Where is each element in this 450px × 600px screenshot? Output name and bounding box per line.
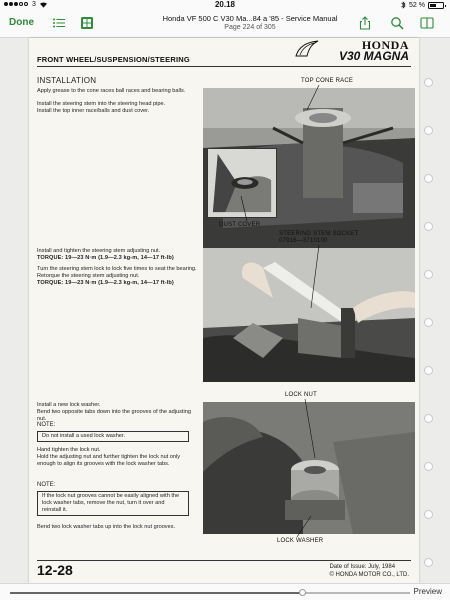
binder-ring: [424, 78, 433, 87]
paragraph: Install and tighten the steering stem adjusting nut.: [37, 248, 161, 254]
callout-lock-washer: LOCK WASHER: [277, 538, 324, 544]
paragraph: Install a new lock washer.: [37, 402, 101, 408]
torque-spec: TORQUE: 19—23 N·m (1.9—2.3 kg-m, 14—17 ft-lb): [37, 255, 174, 261]
thumbnails-icon[interactable]: [80, 16, 94, 30]
paragraph: Bend two opposite tabs down into the grooves of the adjusting nut.: [37, 409, 191, 422]
binder-ring: [424, 462, 433, 471]
done-button[interactable]: Done: [9, 17, 34, 28]
battery-icon: [428, 2, 444, 9]
honda-wing-icon: [295, 40, 319, 58]
photo-lock-nut: [203, 402, 415, 534]
preview-label: Preview: [413, 587, 442, 596]
page-scrubber[interactable]: [10, 592, 410, 594]
binder-ring: [424, 270, 433, 279]
issue-info: [329, 563, 409, 579]
list-icon[interactable]: [52, 16, 66, 30]
scrubber-progress: [10, 592, 302, 594]
issue-date: Date of Issue: July, 1984: [329, 564, 396, 570]
section-divider: [37, 66, 411, 67]
manual-page-number: 12-28: [37, 562, 73, 578]
paragraph: Bend two lock washer tabs up into the lock nut grooves.: [37, 524, 176, 530]
binder-ring: [424, 174, 433, 183]
footer-divider: [37, 560, 411, 561]
inset-dust-cover: [207, 148, 277, 218]
block2-text: [37, 248, 197, 287]
callout-top-cone-race: TOP CONE RACE: [301, 78, 354, 84]
binder-ring: [424, 318, 433, 327]
logo-model: V30 MAGNA: [338, 49, 409, 63]
callout-socket-title: STEERING STEM SOCKET: [279, 231, 359, 237]
logo-brand: HONDA: [361, 38, 409, 52]
callout-socket-number: 07916—3710100: [279, 238, 328, 244]
installation-heading: INSTALLATION: [37, 76, 97, 85]
paragraph: Install the steering stem into the steering head pipe.: [37, 101, 166, 107]
paragraph: Install the top inner race/balls and dust cover.: [37, 108, 150, 114]
document-viewer[interactable]: [0, 38, 450, 583]
scrubber-thumb[interactable]: [299, 589, 306, 596]
block3-text: [37, 402, 197, 423]
binder-ring: [424, 558, 433, 567]
torque-spec: TORQUE: 19—23 N·m (1.9—2.3 kg-m, 14—17 ft-lb): [37, 280, 174, 286]
block1-text: [37, 88, 197, 115]
binder-ring: [424, 510, 433, 519]
paragraph: Turn the steering stem lock to lock five times to seat the bearing.: [37, 266, 197, 272]
manual-page: [29, 38, 419, 583]
search-icon[interactable]: [390, 16, 404, 30]
note-box: If the lock nut grooves cannot be easily aligned with the lock washer tabs, remove the nut, turn it over and reinstall it.: [37, 491, 189, 516]
callout-dust-cover: DUST COVER: [219, 222, 261, 228]
page-scrubber-bar: [0, 583, 450, 600]
binder-ring: [424, 414, 433, 423]
note-label: NOTE:: [37, 482, 56, 488]
section-title: FRONT WHEEL/SUSPENSION/STEERING: [37, 55, 190, 64]
binder-ring: [424, 222, 433, 231]
note-label: NOTE:: [37, 422, 56, 428]
photo-steering-stem-socket: [203, 248, 415, 382]
status-bar: [0, 0, 450, 10]
clock: 20.18: [214, 0, 236, 9]
paragraph: Hold the adjusting nut and further tighten the lock nut only enough to align its grooves with the lock washer tabs.: [37, 454, 181, 467]
paragraph: Apply grease to the cone races ball races and bearing balls.: [37, 88, 186, 94]
battery-percent: 52 %: [409, 1, 425, 9]
paragraph: Retorque the steering stem adjusting nut.: [37, 273, 140, 279]
paragraph: Hand tighten the lock nut.: [37, 447, 101, 453]
binder-ring: [424, 366, 433, 375]
block3-text-final: [37, 524, 197, 531]
note-box: Do not install a used lock washer.: [37, 431, 189, 442]
bluetooth-icon: [401, 1, 406, 9]
copyright: © HONDA MOTOR CO., LTD.: [329, 572, 409, 578]
block3-text-continued: [37, 447, 197, 468]
share-icon[interactable]: [358, 16, 372, 30]
page-indicator: Page 224 of 305: [224, 24, 276, 31]
document-title: Honda VF 500 C V30 Ma...84 a '85 - Service Manual: [162, 14, 338, 23]
honda-logo: [295, 38, 411, 64]
book-icon[interactable]: [420, 16, 434, 30]
document-title-area: [100, 14, 400, 32]
reader-toolbar: [0, 10, 450, 38]
callout-lock-nut: LOCK NUT: [285, 392, 317, 398]
carrier-label: 3: [32, 1, 36, 8]
binder-ring: [424, 126, 433, 135]
